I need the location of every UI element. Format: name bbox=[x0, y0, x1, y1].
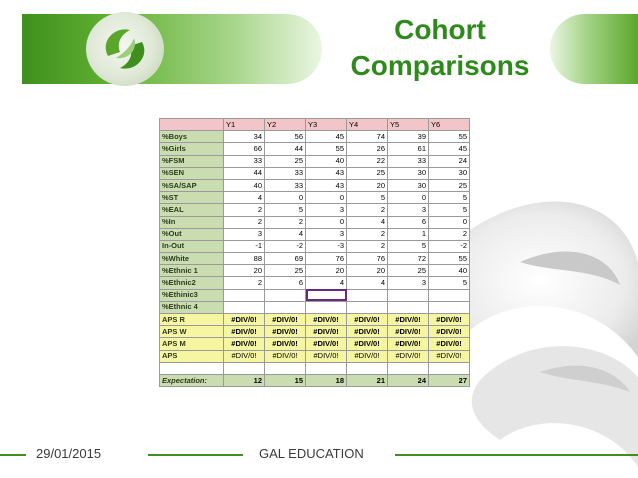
table-cell[interactable]: 56 bbox=[265, 131, 306, 143]
table-cell[interactable]: 26 bbox=[347, 143, 388, 155]
table-row bbox=[160, 228, 470, 240]
table-cell[interactable]: 44 bbox=[224, 167, 265, 179]
empty-cell[interactable] bbox=[160, 362, 224, 374]
table-cell[interactable] bbox=[265, 289, 306, 301]
aps-cell[interactable]: #DIV/0! bbox=[306, 314, 347, 326]
table-cell[interactable]: 66 bbox=[224, 143, 265, 155]
aps-cell[interactable]: #DIV/0! bbox=[388, 338, 429, 350]
table-row bbox=[160, 155, 470, 167]
aps-cell[interactable]: #DIV/0! bbox=[306, 326, 347, 338]
footer-line-middle bbox=[148, 454, 243, 456]
table-cell[interactable]: 2 bbox=[347, 228, 388, 240]
expectation-row bbox=[160, 374, 470, 386]
table-cell[interactable]: 5 bbox=[388, 240, 429, 252]
empty-cell[interactable] bbox=[265, 362, 306, 374]
table-row bbox=[160, 301, 470, 313]
table-cell[interactable]: 0 bbox=[306, 192, 347, 204]
table-header-row bbox=[160, 119, 470, 131]
aps-cell[interactable]: #DIV/0! bbox=[429, 338, 470, 350]
table-row bbox=[160, 277, 470, 289]
table-cell[interactable]: 44 bbox=[265, 143, 306, 155]
table-row bbox=[160, 240, 470, 252]
table-cell[interactable]: 0 bbox=[265, 192, 306, 204]
table-cell[interactable]: 40 bbox=[429, 265, 470, 277]
expectation-cell[interactable]: 27 bbox=[429, 374, 470, 386]
aps-cell[interactable]: #DIV/0! bbox=[306, 338, 347, 350]
table-cell[interactable]: 33 bbox=[265, 167, 306, 179]
aps-cell[interactable]: #DIV/0! bbox=[347, 338, 388, 350]
table-cell[interactable]: 4 bbox=[224, 192, 265, 204]
aps-cell[interactable]: #DIV/0! bbox=[347, 350, 388, 362]
aps-cell[interactable]: #DIV/0! bbox=[347, 314, 388, 326]
aps-label[interactable]: APS M bbox=[160, 338, 224, 350]
row-label[interactable]: In-Out bbox=[160, 240, 224, 252]
table-row bbox=[160, 179, 470, 191]
row-label[interactable]: %Ethinic3 bbox=[160, 289, 224, 301]
title-line-2: Comparisons bbox=[350, 50, 530, 81]
table-row bbox=[160, 192, 470, 204]
row-label[interactable]: %Girls bbox=[160, 143, 224, 155]
aps-cell[interactable]: #DIV/0! bbox=[265, 338, 306, 350]
table-cell[interactable]: 20 bbox=[347, 265, 388, 277]
table-cell[interactable]: 2 bbox=[224, 277, 265, 289]
table-cell[interactable]: 2 bbox=[224, 216, 265, 228]
table-cell[interactable]: 74 bbox=[347, 131, 388, 143]
table-cell[interactable]: 5 bbox=[429, 204, 470, 216]
table-cell[interactable]: 4 bbox=[347, 277, 388, 289]
table-cell[interactable]: 4 bbox=[265, 228, 306, 240]
table-cell[interactable]: 76 bbox=[347, 253, 388, 265]
aps-label[interactable]: APS W bbox=[160, 326, 224, 338]
aps-cell[interactable]: #DIV/0! bbox=[265, 326, 306, 338]
table-cell[interactable]: 33 bbox=[265, 179, 306, 191]
aps-cell[interactable]: #DIV/0! bbox=[224, 314, 265, 326]
table-cell[interactable]: 69 bbox=[265, 253, 306, 265]
table-cell[interactable]: 3 bbox=[388, 204, 429, 216]
table-row bbox=[160, 143, 470, 155]
column-header[interactable]: Y2 bbox=[265, 119, 306, 131]
table-cell[interactable]: 55 bbox=[306, 143, 347, 155]
table-cell[interactable]: 55 bbox=[429, 131, 470, 143]
expectation-cell[interactable]: 21 bbox=[347, 374, 388, 386]
footer-line-left bbox=[0, 454, 26, 456]
table-cell[interactable] bbox=[265, 301, 306, 313]
table-cell[interactable]: 34 bbox=[224, 131, 265, 143]
aps-cell[interactable]: #DIV/0! bbox=[388, 326, 429, 338]
table-cell[interactable]: 1 bbox=[388, 228, 429, 240]
table-cell[interactable]: 0 bbox=[306, 216, 347, 228]
table-cell[interactable]: 3 bbox=[224, 228, 265, 240]
title-banner-right bbox=[550, 14, 638, 84]
table-cell[interactable]: 3 bbox=[306, 204, 347, 216]
table-cell[interactable]: -1 bbox=[224, 240, 265, 252]
aps-cell[interactable]: #DIV/0! bbox=[224, 338, 265, 350]
table-row bbox=[160, 167, 470, 179]
aps-cell[interactable]: #DIV/0! bbox=[306, 350, 347, 362]
table-cell[interactable]: 76 bbox=[306, 253, 347, 265]
expectation-cell[interactable]: 15 bbox=[265, 374, 306, 386]
table-cell[interactable]: 6 bbox=[265, 277, 306, 289]
table-cell[interactable] bbox=[347, 301, 388, 313]
table-row bbox=[160, 253, 470, 265]
column-header[interactable] bbox=[160, 119, 224, 131]
table-cell[interactable]: 20 bbox=[306, 265, 347, 277]
table-cell[interactable]: -3 bbox=[306, 240, 347, 252]
table-cell[interactable]: 45 bbox=[429, 143, 470, 155]
table-cell[interactable]: 40 bbox=[224, 179, 265, 191]
table-cell[interactable]: 5 bbox=[429, 277, 470, 289]
table-cell[interactable]: 2 bbox=[265, 216, 306, 228]
row-label[interactable]: %In bbox=[160, 216, 224, 228]
expectation-cell[interactable]: 24 bbox=[388, 374, 429, 386]
table-cell[interactable]: 22 bbox=[347, 155, 388, 167]
row-label[interactable]: %Ethnic 1 bbox=[160, 265, 224, 277]
empty-cell[interactable] bbox=[224, 362, 265, 374]
aps-row bbox=[160, 326, 470, 338]
table-cell[interactable]: 5 bbox=[429, 192, 470, 204]
table-cell[interactable]: 5 bbox=[347, 192, 388, 204]
row-label[interactable]: %EAL bbox=[160, 204, 224, 216]
aps-label[interactable]: APS R bbox=[160, 314, 224, 326]
row-label[interactable]: %FSM bbox=[160, 155, 224, 167]
table-cell[interactable] bbox=[224, 289, 265, 301]
column-header[interactable]: Y6 bbox=[429, 119, 470, 131]
aps-cell[interactable]: #DIV/0! bbox=[224, 326, 265, 338]
table-cell[interactable] bbox=[388, 289, 429, 301]
empty-cell[interactable] bbox=[347, 362, 388, 374]
table-cell[interactable]: 30 bbox=[429, 167, 470, 179]
title-line-1: Cohort bbox=[394, 14, 486, 45]
table-cell[interactable]: 6 bbox=[388, 216, 429, 228]
row-label[interactable]: %Out bbox=[160, 228, 224, 240]
aps-row bbox=[160, 350, 470, 362]
table-cell[interactable]: 2 bbox=[429, 228, 470, 240]
aps-label[interactable]: APS bbox=[160, 350, 224, 362]
blank-row bbox=[160, 362, 470, 374]
footer-date: 29/01/2015 bbox=[36, 446, 102, 461]
table-cell[interactable] bbox=[429, 289, 470, 301]
table-cell[interactable]: 2 bbox=[347, 204, 388, 216]
expectation-cell[interactable]: 12 bbox=[224, 374, 265, 386]
table-row bbox=[160, 265, 470, 277]
aps-cell[interactable]: #DIV/0! bbox=[265, 350, 306, 362]
table-row bbox=[160, 216, 470, 228]
table-cell[interactable]: 0 bbox=[388, 192, 429, 204]
table-cell[interactable] bbox=[306, 289, 347, 301]
column-header[interactable]: Y3 bbox=[306, 119, 347, 131]
table-row bbox=[160, 289, 470, 301]
empty-cell[interactable] bbox=[306, 362, 347, 374]
table-cell[interactable]: 43 bbox=[306, 167, 347, 179]
table-row bbox=[160, 131, 470, 143]
table-cell[interactable]: 20 bbox=[224, 265, 265, 277]
table-cell[interactable] bbox=[347, 289, 388, 301]
table-cell[interactable]: -2 bbox=[429, 240, 470, 252]
table-cell[interactable]: 3 bbox=[306, 228, 347, 240]
row-label[interactable]: %SA/SAP bbox=[160, 179, 224, 191]
row-label[interactable]: %White bbox=[160, 253, 224, 265]
table-cell[interactable]: 4 bbox=[347, 216, 388, 228]
table-cell[interactable]: 5 bbox=[265, 204, 306, 216]
table-cell[interactable]: 0 bbox=[429, 216, 470, 228]
table-cell[interactable]: 39 bbox=[388, 131, 429, 143]
table-cell[interactable]: 4 bbox=[306, 277, 347, 289]
table-cell[interactable]: 25 bbox=[429, 179, 470, 191]
table-cell[interactable]: 30 bbox=[388, 167, 429, 179]
empty-cell[interactable] bbox=[429, 362, 470, 374]
table-cell[interactable]: 3 bbox=[388, 277, 429, 289]
column-header[interactable]: Y1 bbox=[224, 119, 265, 131]
empty-cell[interactable] bbox=[388, 362, 429, 374]
title-banner-left bbox=[22, 14, 322, 84]
page-title bbox=[320, 12, 560, 84]
table-cell[interactable]: 25 bbox=[265, 155, 306, 167]
table-cell[interactable]: 55 bbox=[429, 253, 470, 265]
table-cell[interactable] bbox=[224, 301, 265, 313]
expectation-cell[interactable]: 18 bbox=[306, 374, 347, 386]
table-cell[interactable] bbox=[388, 301, 429, 313]
table-cell[interactable]: 72 bbox=[388, 253, 429, 265]
aps-cell[interactable]: #DIV/0! bbox=[429, 350, 470, 362]
aps-cell[interactable]: #DIV/0! bbox=[388, 314, 429, 326]
table-row bbox=[160, 204, 470, 216]
aps-cell[interactable]: #DIV/0! bbox=[429, 314, 470, 326]
logo-badge bbox=[86, 12, 164, 86]
aps-cell[interactable]: #DIV/0! bbox=[347, 326, 388, 338]
aps-cell[interactable]: #DIV/0! bbox=[429, 326, 470, 338]
table-cell[interactable]: 33 bbox=[224, 155, 265, 167]
table-cell[interactable]: 45 bbox=[306, 131, 347, 143]
table-cell[interactable]: 30 bbox=[388, 179, 429, 191]
row-label[interactable]: %ST bbox=[160, 192, 224, 204]
row-label[interactable]: %Ethnic2 bbox=[160, 277, 224, 289]
logo-icon bbox=[86, 12, 164, 86]
row-label[interactable]: %Ethnic 4 bbox=[160, 301, 224, 313]
table-cell[interactable]: 2 bbox=[224, 204, 265, 216]
table-cell[interactable]: 20 bbox=[347, 179, 388, 191]
table-cell[interactable]: 43 bbox=[306, 179, 347, 191]
aps-row bbox=[160, 338, 470, 350]
table-cell[interactable] bbox=[429, 301, 470, 313]
aps-cell[interactable]: #DIV/0! bbox=[265, 314, 306, 326]
aps-cell[interactable]: #DIV/0! bbox=[224, 350, 265, 362]
expectation-label[interactable]: Expectation: bbox=[160, 374, 224, 386]
table-cell[interactable]: 2 bbox=[347, 240, 388, 252]
column-header[interactable]: Y5 bbox=[388, 119, 429, 131]
table-cell[interactable]: -2 bbox=[265, 240, 306, 252]
row-label[interactable]: %Boys bbox=[160, 131, 224, 143]
aps-cell[interactable]: #DIV/0! bbox=[388, 350, 429, 362]
table-cell[interactable]: 24 bbox=[429, 155, 470, 167]
table-cell[interactable]: 33 bbox=[388, 155, 429, 167]
column-header[interactable]: Y4 bbox=[347, 119, 388, 131]
table-cell[interactable]: 88 bbox=[224, 253, 265, 265]
footer-org: GAL EDUCATION bbox=[259, 446, 364, 461]
spreadsheet-table bbox=[159, 118, 469, 386]
cohort-table bbox=[159, 118, 470, 387]
aps-row bbox=[160, 314, 470, 326]
table-cell[interactable]: 61 bbox=[388, 143, 429, 155]
table-cell[interactable]: 40 bbox=[306, 155, 347, 167]
row-label[interactable]: %SEN bbox=[160, 167, 224, 179]
table-cell[interactable]: 25 bbox=[265, 265, 306, 277]
table-cell[interactable]: 25 bbox=[388, 265, 429, 277]
table-cell[interactable] bbox=[306, 301, 347, 313]
table-cell[interactable]: 25 bbox=[347, 167, 388, 179]
footer-line-right bbox=[395, 454, 638, 456]
